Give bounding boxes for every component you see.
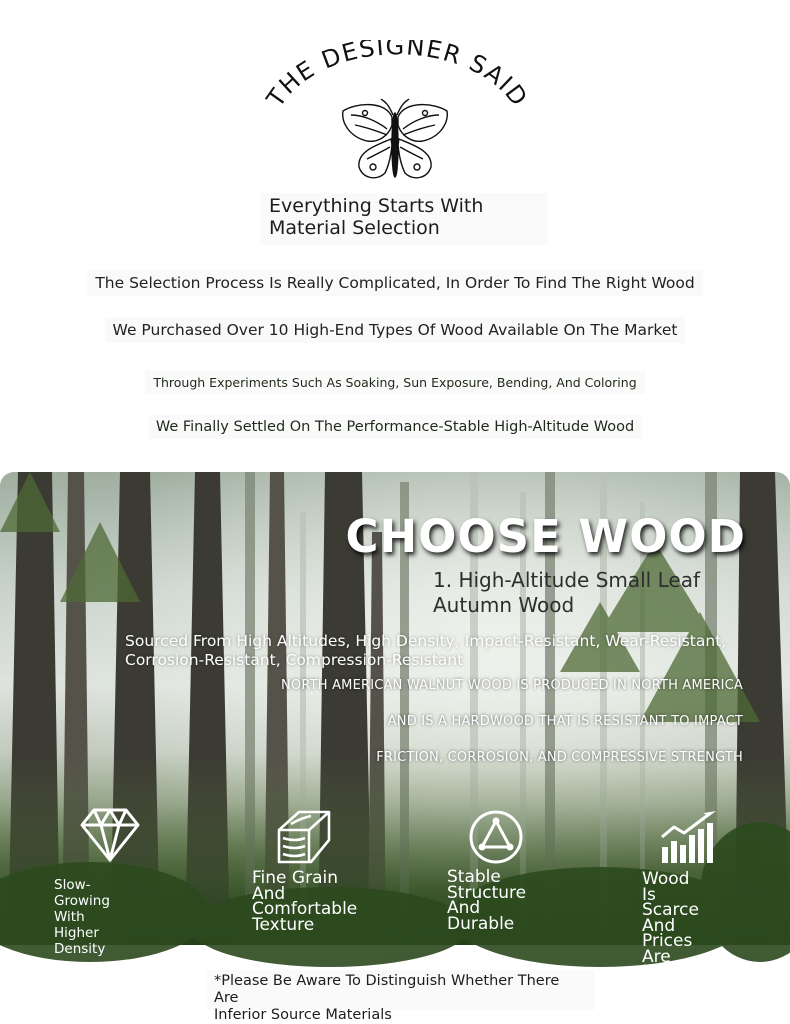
wood-species [433, 568, 753, 618]
feature-label [54, 877, 110, 957]
feature-label-line: Texture [252, 914, 315, 935]
wood-properties [125, 632, 765, 670]
species-line-2: Autumn Wood [433, 593, 575, 617]
feature-label-line: Are Firm [642, 946, 679, 982]
statement-text: Through Experiments Such As Soaking, Sun Exposure, Bending, And Coloring [145, 371, 644, 394]
triangle-network-icon [468, 809, 524, 865]
footnote [207, 970, 595, 1023]
wood-grain-icon [277, 810, 331, 864]
feature-label-line: Scarce [642, 900, 699, 920]
statement-3 [0, 375, 790, 390]
headline [260, 193, 548, 245]
feature-label-line: And [252, 883, 286, 904]
walnut-note-1: NORTH AMERICAN WALNUT WOOD IS PRODUCED IN NORTH AMERICA [281, 678, 743, 693]
feature-label-line: Density [54, 941, 106, 957]
properties-line-1: Sourced From High Altitudes, High Density, Impact-Resistant, Wear-Resistant, [125, 632, 727, 650]
feature-label-line: With Higher [54, 909, 99, 941]
headline-line-1: Everything Starts With [269, 195, 484, 217]
statement-text: The Selection Process Is Really Complicated, In Order To Find The Right Wood [87, 270, 702, 296]
statement-2 [0, 321, 790, 339]
svg-text:THE DESIGNER SAID [261, 40, 534, 113]
feature-label-line: Stable [447, 867, 501, 887]
feature-label-line: Wood Is [642, 869, 690, 905]
diamond-icon [80, 807, 140, 863]
feature-label [447, 867, 527, 934]
feature-label-line: And Prices [642, 915, 693, 951]
feature-label-line: Fine Grain [252, 868, 338, 888]
brand-logo [255, 40, 535, 190]
statement-4 [0, 419, 790, 435]
walnut-note-3: FRICTION, CORROSION, AND COMPRESSIVE STRENGTH [376, 750, 743, 765]
statement-text: We Finally Settled On The Performance-Stable High-Altitude Wood [148, 415, 642, 439]
feature-label-line: Structure [447, 882, 527, 903]
rising-chart-icon [660, 809, 718, 865]
footnote-line-2: Inferior Source Materials [214, 1007, 392, 1023]
forest-banner [0, 472, 790, 982]
feature-label-line: Slow-Growing [54, 877, 110, 909]
logo-text: THE DESIGNER SAID [261, 40, 534, 113]
statement-1 [0, 274, 790, 292]
walnut-note-2: AND IS A HARDWOOD THAT IS RESISTANT TO IMPACT [387, 714, 743, 729]
feature-label [642, 869, 699, 982]
properties-line-2: Corrosion-Resistant, Compression-Resistant [125, 651, 464, 669]
feature-label [252, 868, 358, 935]
feature-label-line: Comfortable [252, 899, 358, 919]
butterfly-icon [343, 99, 448, 178]
statement-text: We Purchased Over 10 High-End Types Of Wood Available On The Market [105, 317, 686, 343]
species-line-1: 1. High-Altitude Small Leaf [433, 568, 700, 592]
headline-line-2: Material Selection [269, 217, 440, 239]
banner-title: CHOOSE WOOD [345, 510, 746, 563]
feature-label-line: Durable [447, 913, 515, 934]
footnote-line-1: *Please Be Aware To Distinguish Whether There Are [214, 973, 560, 1006]
feature-label-line: And [447, 898, 481, 918]
